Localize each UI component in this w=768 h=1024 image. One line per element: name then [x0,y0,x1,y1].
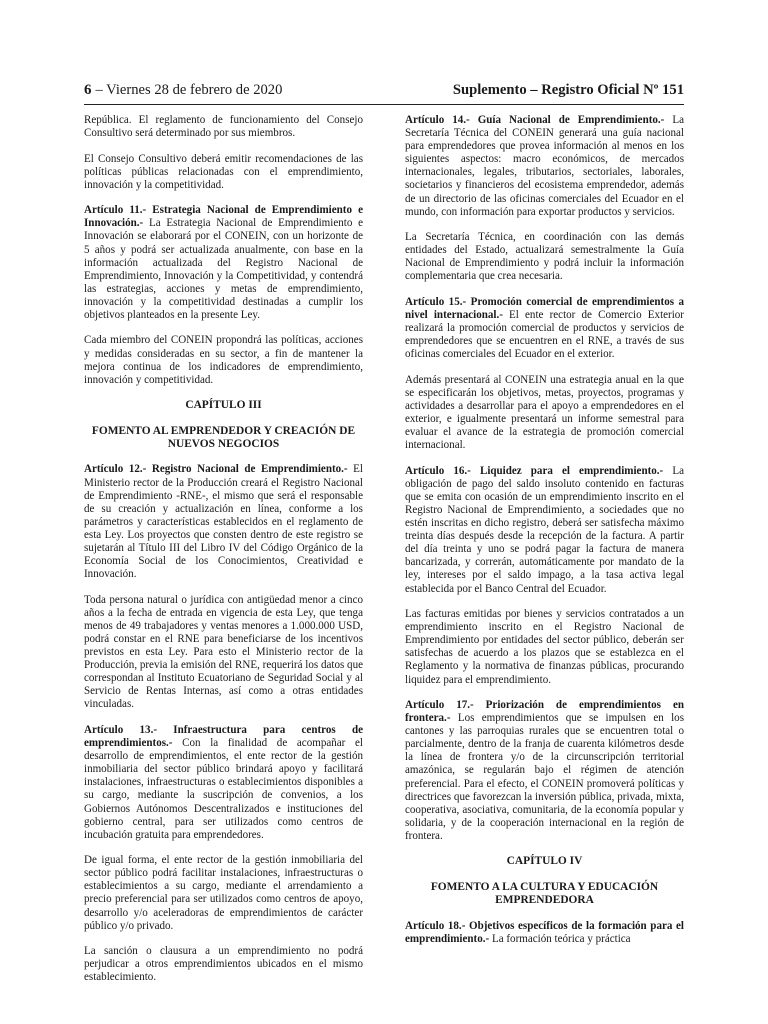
article-paragraph [405,465,684,596]
body-paragraph: Además presentará al CONEIN una estrategia anual en la que se especificarán los objetivos, metas, proyectos, programas y actividades a desarrollar para el apoyo a emprendedores en el exterior, e igualmente presentará un informe semestral para evaluar el avance de la estrategia de promoción comercial internacional. [405,373,684,452]
body-paragraph: De igual forma, el ente rector de la gestión inmobiliaria del sector público podrá facilitar instalaciones, infraestructuras o establecimientos a su cargo, mediante el arrendamiento a precio preferencial para ser utilizados como centros de apoyo, desarrollo y/o aceleradoras de emprendimientos de carácter público y/o privado. [84,854,363,932]
article-paragraph [405,920,684,946]
header-left [84,82,282,99]
body-paragraph: El Consejo Consultivo deberá emitir recomendaciones de las políticas públicas relacionadas con el emprendimiento, innovación y la competitividad. [84,152,363,191]
left-column [84,114,363,997]
section-heading: FOMENTO A LA CULTURA Y EDUCACIÓN EMPRENDEDORA [430,880,659,907]
article-title: Artículo 14.- Guía Nacional de Emprendimiento.- [405,114,665,126]
article-title: Artículo 15.- Promoción comercial de emprendimientos a nivel internacional.- [405,295,684,321]
body-paragraph: República. El reglamento de funcionamiento del Consejo Consultivo será determinado por sus miembros. [84,114,363,140]
right-column [405,114,684,958]
article-body: La formación teórica y práctica [489,932,631,945]
article-title: Artículo 16.- Liquidez para el emprendimiento.- [405,464,664,477]
section-heading: FOMENTO AL EMPRENDEDOR Y CREACIÓN DE NUEVOS NEGOCIOS [91,424,356,451]
page-number: 6 [84,82,92,98]
article-title: Artículo 12.- Registro Nacional de Emprendimiento.- [84,463,348,476]
page-header [84,82,684,105]
publication-title: Suplemento – Registro Oficial Nº 151 [452,82,684,98]
issue-date: – Viernes 28 de febrero de 2020 [95,82,283,98]
article-body: La Estrategia Nacional de Emprendimiento e Innovación se elaborará por el CONEIN, con un horizonte de 5 años y podrá ser actualizada anualmente, con base en la información actualizada del Registro Nacional de Emprendimiento, Innovación y la Competitividad, y contendrá las estrategias, acciones y metas de emprendimiento, innovación y la competitividad destinadas a cumplir los objetivos planteados en la presente Ley. [84,217,363,321]
article-title: Artículo 18.- Objetivos específicos de la formación para el emprendimiento.- [405,919,684,945]
article-paragraph [84,463,363,581]
section-heading: CAPÍTULO IV [506,855,583,868]
article-title: Artículo 17.- Priorización de emprendimientos en frontera.- [405,699,684,725]
article-body: El Ministerio rector de la Producción creará el Registro Nacional de Emprendimiento -RNE-, el mismo que será el responsable de su creación y actualización en línea, conforme a los parámetros y características establecidos en el reglamento de esta Ley. Los proyectos que consten dentro de este registro se sujetarán al Título III del Libro IV del Código Orgánico de la Economía Social de los Conocimientos, Creatividad e Innovación. [84,463,363,581]
article-paragraph [84,204,363,322]
article-body: La obligación de pago del saldo insoluto contenido en facturas que se emita con ocasión de un emprendimiento inscrito en el Registro Nacional de Emprendimiento, a sociedades que no estén inscritas en dicho registro, deberá ser satisfecha máximo treinta días después desde la recepción de la factura. A partir del día treinta y uno se podrá pagar la factura de manera bancarizada, y correrán, automáticamente por mandato de la ley, intereses por el saldo impago, a la tasa activa legal establecida por el Banco Central del Ecuador. [405,464,684,595]
body-paragraph: Cada miembro del CONEIN propondrá las políticas, acciones y medidas consideradas en su sector, a fin de mantener la mejora continua de los indicadores de emprendimiento, innovación y competitividad. [84,334,363,386]
body-paragraph: Las facturas emitidas por bienes y servicios contratados a un emprendimiento inscrito en el Registro Nacional de Emprendimiento por entidades del sector público, deberán ser satisfechas de acuerdo a los plazos que se establezca en el Reglamento y la normativa de finanzas públicas, procurando liquidez para el emprendimiento. [405,608,684,686]
section-heading: CAPÍTULO III [185,399,262,412]
article-paragraph [84,724,363,842]
article-body: La Secretaría Técnica del CONEIN generará una guía nacional para emprendedores que provea información al menos en los siguientes aspectos: macro económicos, de mercados internacionales, legales, tributarios, sectoriales, laborales, societarios y financieros del ecosistema emprendedor, además de un directorio de las oficinas comerciales del Ecuador en el mundo, con información para exportar productos y servicios. [405,114,684,218]
article-body: Los emprendimientos que se impulsen en los cantones y las parroquias rurales que se encuentren total o parcialmente, dentro de la franja de cuarenta kilómetros desde la línea de frontera y/o de la circunscripción territorial amazónica, se regularán bajo el régimen de atención preferencial. Para el efecto, el CONEIN promoverá políticas y directrices que favorezcan la inversión pública, privada, mixta, cooperativa, asociativa, comunitaria, de la economía popular y solidaria, y de la cooperación internacional en la región de frontera. [405,712,684,842]
body-paragraph: La Secretaría Técnica, en coordinación con las demás entidades del Estado, actualizará semestralmente la Guía Nacional de Emprendimiento y podrá incluir la información complementaria que crea necesaria. [405,231,684,283]
article-title: Artículo 13.- Infraestructura para centros de emprendimientos.- [84,723,363,750]
article-paragraph [405,296,684,361]
article-paragraph [405,114,684,219]
article-body: El ente rector de Comercio Exterior realizará la promoción comercial de productos y servicios de emprendedores que se encuentren en el RNE, a través de sus oficinas comerciales del Ecuador en el exterior. [405,309,684,361]
body-paragraph: Toda persona natural o jurídica con antigüedad menor a cinco años a la fecha de entrada en vigencia de esta Ley, que tenga menos de 49 trabajadores y ventas menores a 1.000.000 USD, podrá constar en el RNE para beneficiarse de los incentivos previstos en esta Ley. Para esto el Ministerio rector de la Producción, previa la emisión del RNE, requerirá los datos que correspondan al Instituto Ecuatoriano de Seguridad Social y al Servicio de Rentas Internas, así como a otras entidades vinculadas. [84,593,363,711]
article-body: Con la finalidad de acompañar el desarrollo de emprendimientos, el ente rector de la gestión inmobiliaria del sector público brindará apoyo y facilitará instalaciones, infraestructuras o establecimientos disponibles a su cargo, mediante la suscripción de convenios, a los Gobiernos Autónomos Descentralizados e instituciones del gobierno central, para ser utilizados como centros de incubación gratuita para emprendedores. [84,737,363,841]
article-title: Artículo 11.- Estrategia Nacional de Emprendimiento e Innovación.- [84,204,363,230]
article-paragraph [405,699,684,843]
body-paragraph: La sanción o clausura a un emprendimiento no podrá perjudicar a otros emprendimientos ubicados en el mismo establecimiento. [84,945,363,984]
